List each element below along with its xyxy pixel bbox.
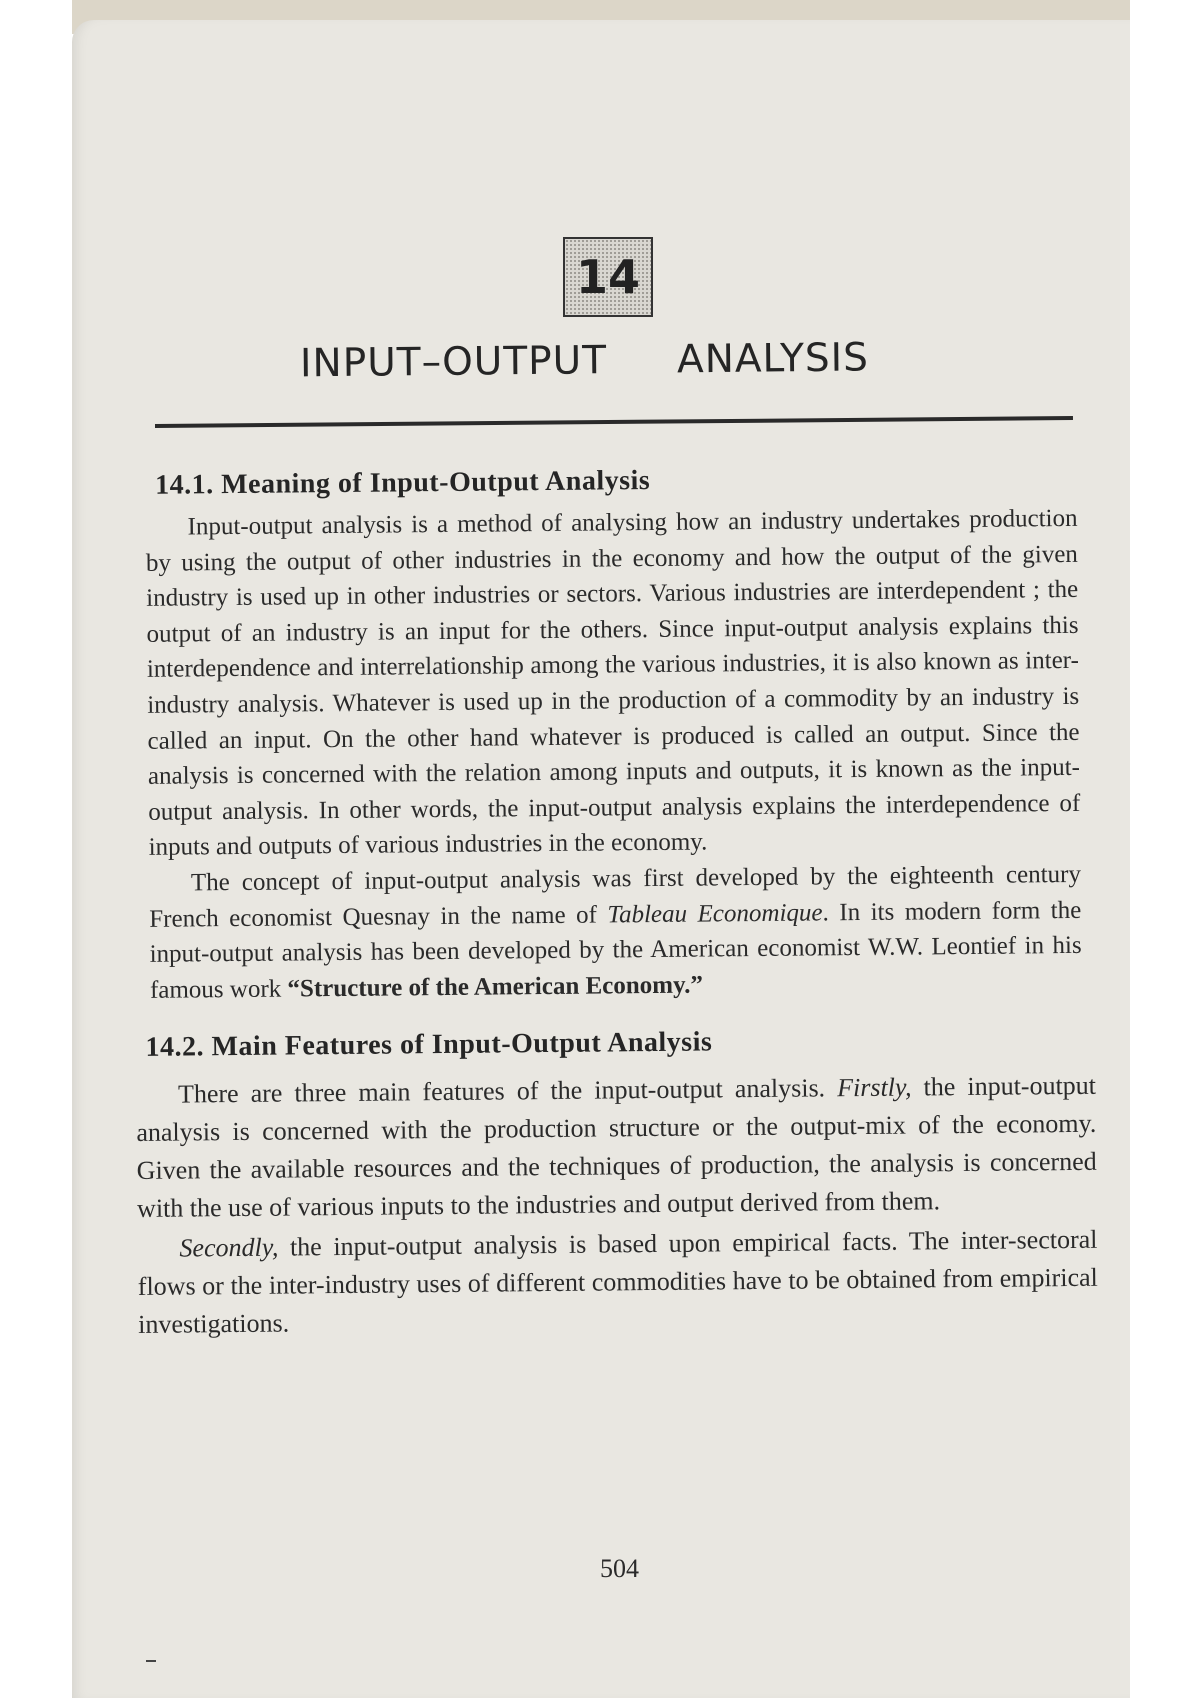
margin-mark — [146, 1660, 156, 1662]
paragraph-2-text-b: . In its modern form the input-output analysis has been developed by the American economist W.W. Leontief in his famous work — [149, 896, 1082, 1004]
tableau-economique-italic: Tableau Economique — [607, 898, 823, 928]
section-2-body — [136, 1067, 1099, 1344]
chapter-number-box — [563, 237, 653, 317]
firstly-italic: Firstly, — [837, 1072, 912, 1103]
section-heading-2: 14.2. Main Features of Input-Output Analysis — [145, 1026, 713, 1064]
chapter-title-word-1: INPUT–OUTPUT — [299, 338, 608, 387]
chapter-number: 14 — [575, 250, 640, 304]
chapter-title-word-2: ANALYSIS — [676, 335, 870, 383]
section-heading-1: 14.1. Meaning of Input-Output Analysis — [154, 465, 651, 501]
paragraph-2-text-a: The concept of input-output analysis was first developed by the eighteenth century French economist Quesnay in the name of — [149, 860, 1082, 933]
paragraph-4-text: the input-output analysis is based upon empirical facts. The inter-sectoral flows or the inter-industry uses of different commodities have to be obtained from empirical investigations. — [137, 1225, 1098, 1340]
paragraph-4 — [137, 1221, 1098, 1344]
paragraph-2 — [149, 857, 1082, 1008]
paragraph-3-text-b: the input-output analysis is concerned with the production structure or the output-mix of the economy. Given the available resources and the techniques of production, the analysis is concerned with the use of various inputs to the industries and output derived from them. — [136, 1071, 1097, 1224]
section-1-body — [130, 501, 1095, 1009]
paragraph-3 — [136, 1067, 1097, 1228]
page-number: 504 — [600, 1554, 639, 1583]
chapter-title — [300, 335, 940, 387]
leontief-work-title: “Structure of the American Economy.” — [287, 971, 704, 1003]
paragraph-1: Input-output analysis is a method of analysing how an industry undertakes production by using the output of other industries in the economy and how the output of the given industry is used up in other industries or sectors. Various industries are interdependent ; the output of an industry is an input for the others. Since input-output analysis explains this interdependence and interrelationship among the various industries, it is also known as inter-industry analysis. Whatever is used up in the production of a commodity by an industry is called an input. On the other hand whatever is produced is called an output. Since the analysis is concerned with the relation among inputs and outputs, it is known as the input-output analysis. In other words, the input-output analysis explains the interdependence of inputs and outputs of various industries in the economy. — [145, 504, 1081, 862]
page-body — [130, 461, 1098, 1346]
paragraph-3-text-a: There are three main features of the input-output analysis. — [177, 1073, 838, 1109]
secondly-italic: Secondly, — [179, 1232, 279, 1263]
